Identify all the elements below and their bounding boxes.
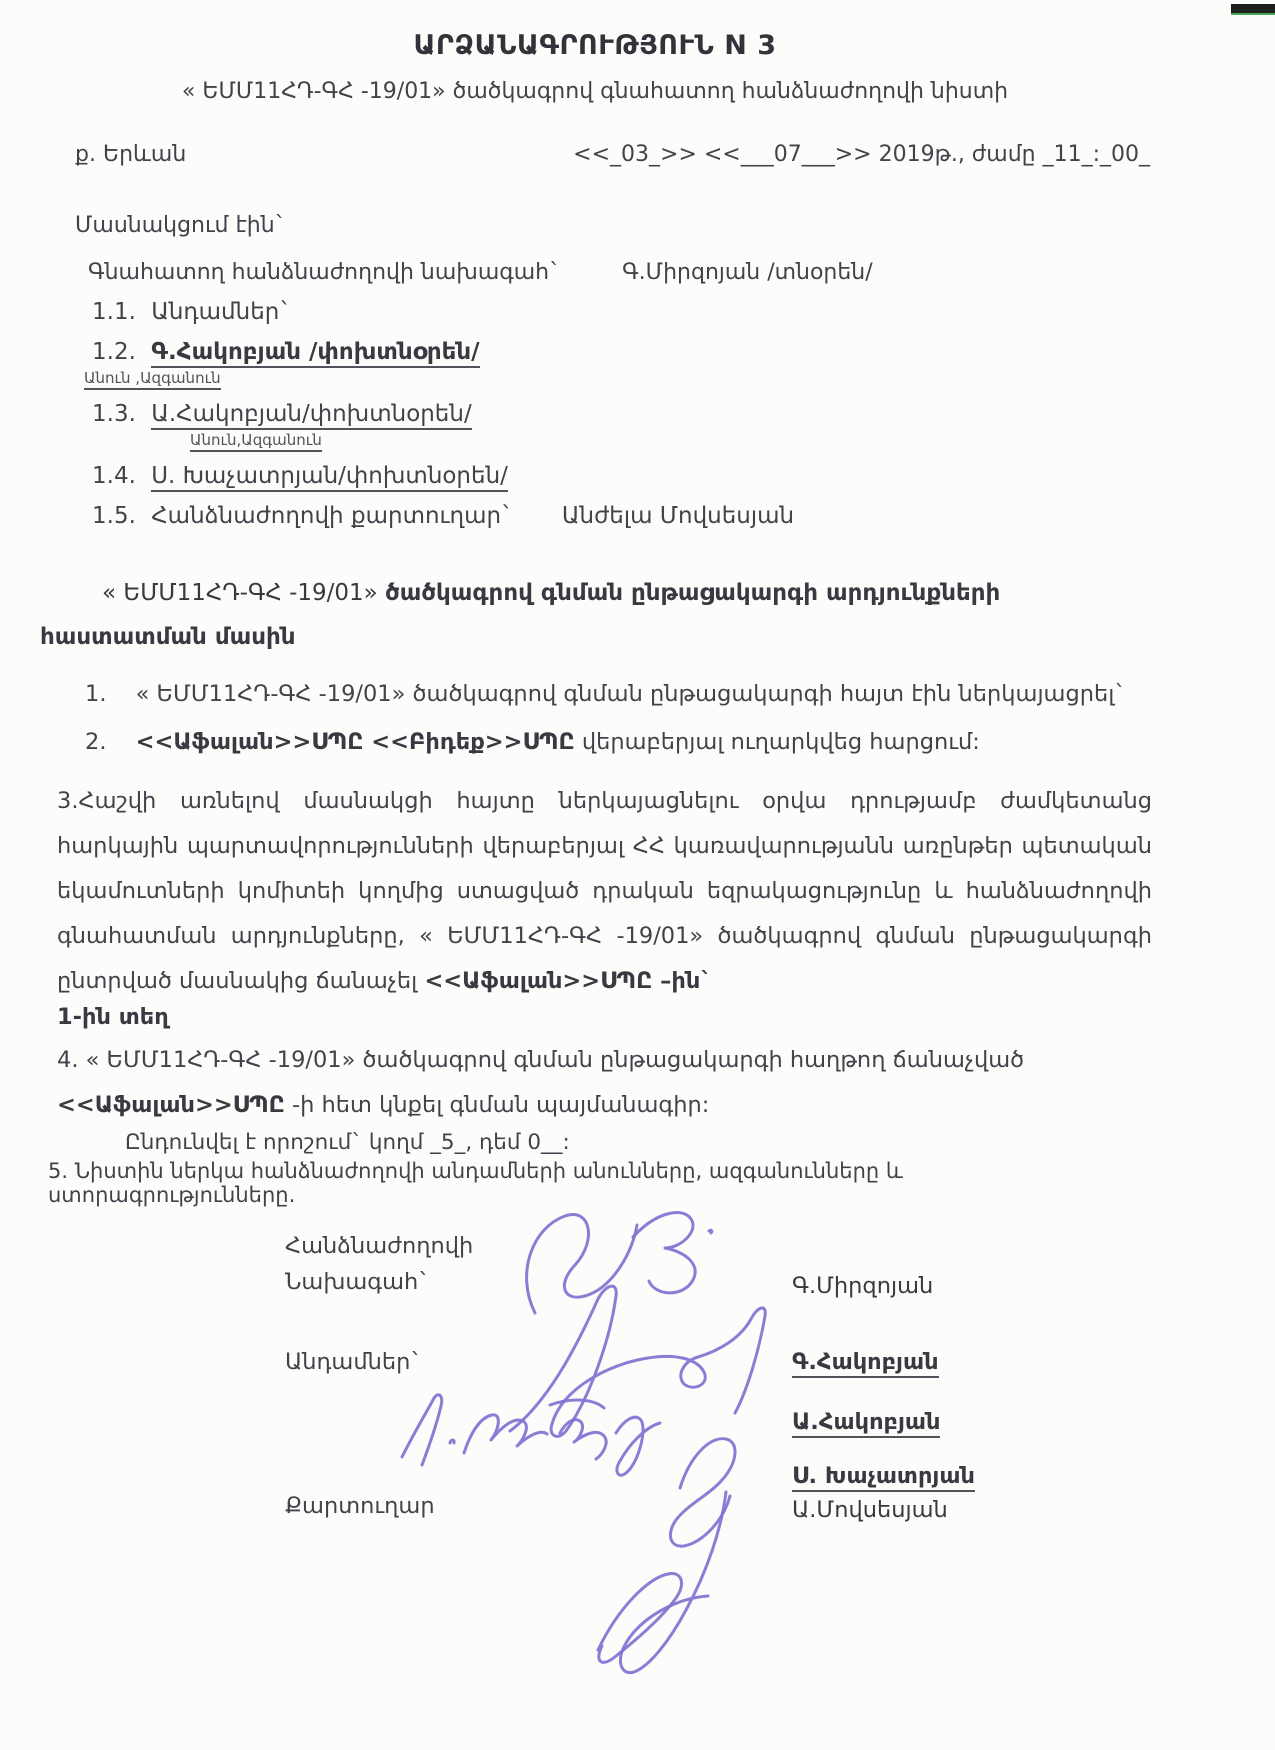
member3-signed-name: Ս. Խաչատրյան: [792, 1463, 975, 1492]
commission-label: Հանձնաժողովի: [285, 1233, 474, 1260]
point-2: 2. <<Աֆալան>>ՍՊԸ <<Բիդեք>>ՍՊԸ վերաբերյալ ուղարկվեց հարցում:: [85, 729, 980, 756]
subject-heading-text: ծածկագրով գնման ընթացակարգի արդյունքների հաստատման մասին: [40, 580, 1001, 651]
point-1: 1. « ԵՄՄ11ՀԴ-ԳՀ -19/01» ծածկագրով գնման ընթացակարգի հայտ էին ներկայացրել`: [85, 681, 1126, 708]
date-time-value: <<_03_>> <<___07___>> 2019թ., ժամը _11_:_00_: [573, 142, 1150, 167]
secretary-signed-name: Ա.Մովսեսյան: [792, 1497, 948, 1524]
city-label: ք. Երևան: [75, 142, 187, 167]
member-name: Գ.Հակոբյան /փոխտնօրեն/: [151, 339, 479, 368]
chairman-label: Նախագահ`: [285, 1269, 430, 1296]
scan-corner-artifact: [1231, 4, 1275, 15]
item-number: 1.3.: [92, 401, 136, 427]
procurement-code: « ԵՄՄ11ՀԴ-ԳՀ -19/01»: [102, 580, 378, 606]
signature-block: [0, 1221, 1275, 1701]
bidder-companies: <<Աֆալան>>ՍՊԸ <<Բիդեք>>ՍՊԸ: [135, 729, 575, 756]
members-label: Անդամներ`: [285, 1349, 422, 1376]
document-subtitle: « ԵՄՄ11ՀԴ-ԳՀ -19/01» ծածկագրով գնահատող հանձնաժողովի նիստի: [181, 79, 1009, 104]
members-label: Անդամներ`: [151, 299, 291, 325]
member1-signed-name: Գ.Հակոբյան: [792, 1349, 939, 1378]
chairman-role: Գնահատող հանձնաժողովի նախագահ`: [88, 260, 561, 285]
list-item-1-4: [92, 463, 1150, 489]
list-item-1-3: [92, 401, 1150, 427]
point-4: 4. « ԵՄՄ11ՀԴ-ԳՀ -19/01» ծածկագրով գնման ընթացակարգի հաղթող ճանաչված <<Աֆալան>>ՍՊԸ -ի հետ կնքել գնման պայմանագիր:: [57, 1047, 1025, 1119]
name-surname-note: Անուն ,Ազգանուն: [84, 369, 1150, 387]
subject-heading: [40, 571, 1150, 659]
item-number: 1.5.: [92, 503, 136, 529]
item-number: 1.2.: [92, 339, 136, 365]
chairman-signed-name: Գ.Միրզոյան: [792, 1273, 934, 1300]
decision-line: Ընդունվել է որոշում` կողմ _5_, դեմ 0__:: [125, 1130, 570, 1156]
list-item-1-1: [92, 299, 1150, 325]
secretary-signature-icon: [556, 1426, 786, 1691]
item-number: 1.4.: [92, 463, 136, 489]
point-3: 3.Հաշվի առնելով մասնակցի հայտը ներկայացնելու օրվա դրությամբ ժամկետանց հարկային պարտավորությունների վերաբերյալ ՀՀ կառավարությանն առընթեր պետական եկամուտների կոմիտեի կողմից ստացված դրական եզրակացությունը և հանձնաժողովի գնահատման արդյունքները, « ԵՄՄ11ՀԴ-ԳՀ -19/01» ծածկագրով գնման ընթացակարգի ընտրված մասնակից ճանաչել <<Աֆալան>>ՍՊԸ –ին`: [57, 788, 1152, 995]
secretary-label: Քարտուղար: [285, 1493, 435, 1520]
list-item-1-2: [92, 339, 1150, 365]
name-surname-note: Անուն,Ազգանուն: [190, 431, 1150, 449]
place-line: 1-ին տեղ: [57, 1004, 169, 1031]
list-item-1-5: [92, 503, 1150, 529]
winner-company: <<Աֆալան>>ՍՊԸ –ին`: [424, 968, 712, 995]
participants-intro: Մասնակցում էին`: [75, 213, 286, 238]
winner-company: <<Աֆալան>>ՍՊԸ: [57, 1092, 285, 1119]
member2-signed-name: Ա.Հակոբյան: [792, 1409, 940, 1438]
chairman-line: [88, 260, 1150, 285]
item-number: 1.1.: [92, 299, 136, 325]
chairman-name: Գ.Միրզոյան /տնօրեն/: [622, 260, 873, 285]
city-date-row: [75, 142, 1150, 167]
member-name: Ս. Խաչատրյան/փոխտնօրեն/: [151, 463, 508, 492]
document-title: ԱՐՁԱՆԱԳՐՈՒԹՅՈՒՆ N 3: [413, 30, 777, 61]
point-5: 5. Նիստին ներկա հանձնաժողովի անդամների անունները, ազգանունները և ստորագրությունները.: [48, 1159, 903, 1208]
member-name: Ա.Հակոբյան/փոխտնօրեն/: [151, 401, 471, 430]
secretary-role: Հանձնաժողովի քարտուղար`: [151, 503, 513, 529]
secretary-name: Անժելա Մովսեսյան: [561, 503, 795, 529]
